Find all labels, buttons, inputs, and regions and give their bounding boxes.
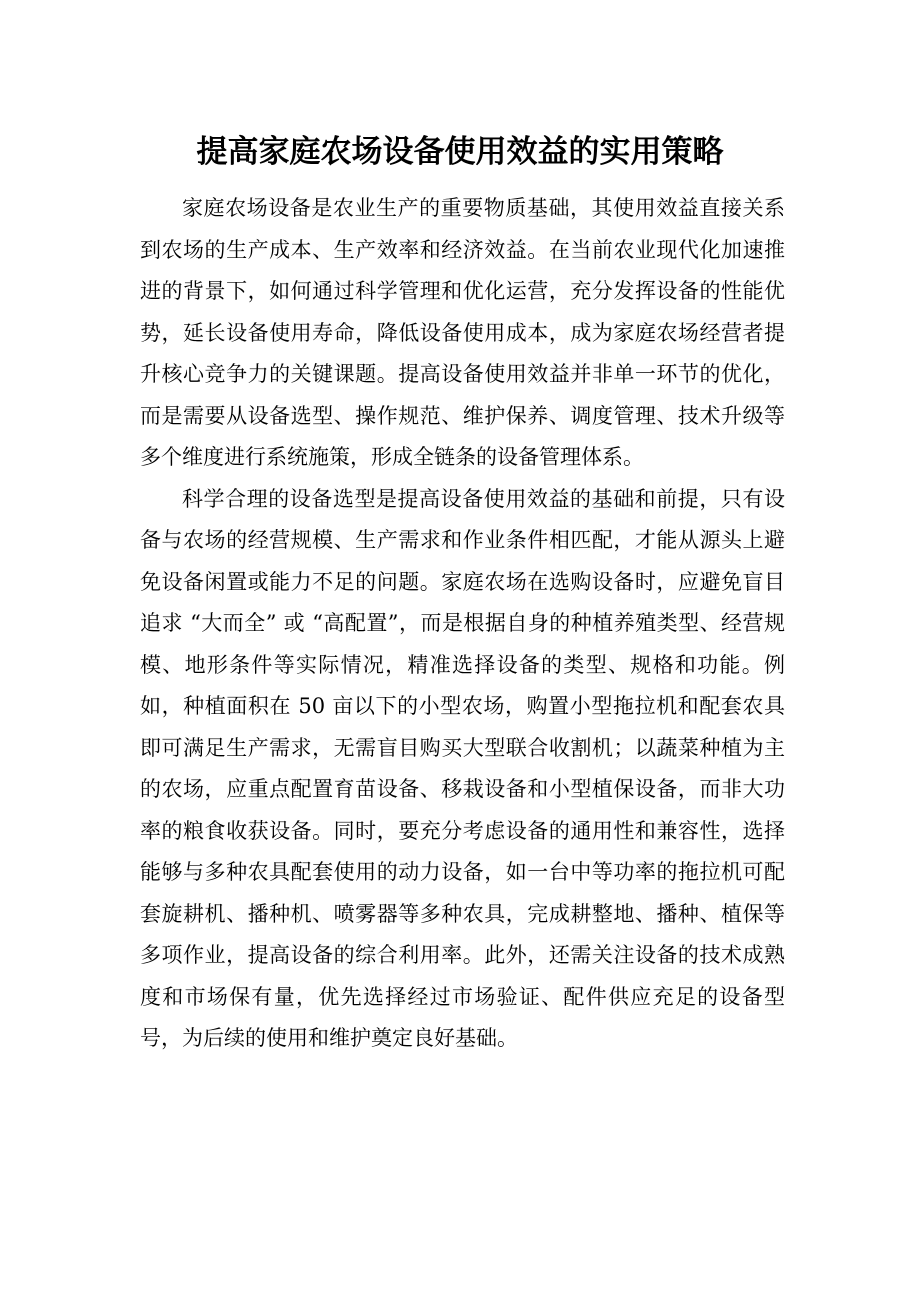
document-title: 提高家庭农场设备使用效益的实用策略 [196, 134, 724, 170]
document-body [140, 188, 785, 1060]
paragraph-intro: 家庭农场设备是农业生产的重要物质基础，其使用效益直接关系到农场的生产成本、生产效率和经济效益。在当前农业现代化加速推进的背景下，如何通过科学管理和优化运营，充分发挥设备的性能优势，延长设备使用寿命，降低设备使用成本，成为家庭农场经营者提升核心竞争力的关键课题。提高设备使用效益并非单一环节的优化，而是需要从设备选型、操作规范、维护保养、调度管理、技术升级等多个维度进行系统施策，形成全链条的设备管理体系。 [140, 196, 785, 469]
paragraph-equipment-selection: 科学合理的设备选型是提高设备使用效益的基础和前提，只有设备与农场的经营规模、生产需求和作业条件相匹配，才能从源头上避免设备闲置或能力不足的问题。家庭农场在选购设备时，应避免盲目追求 “大而全” 或 “高配置”，而是根据自身的种植养殖类型、经营规模、地形条件等实际情况，精准选择设备的类型、规格和功能。例如，种植面积在 50 亩以下的小型农场，购置小型拖拉机和配套农具即可满足生产需求，无需盲目购买大型联合收割机；以蔬菜种植为主的农场，应重点配置育苗设备、移栽设备和小型植保设备，而非大功率的粮食收获设备。同时，要充分考虑设备的通用性和兼容性，选择能够与多种农具配套使用的动力设备，如一台中等功率的拖拉机可配套旋耕机、播种机、喷雾器等多种农具，完成耕整地、播种、植保等多项作业，提高设备的综合利用率。此外，还需关注设备的技术成熟度和市场保有量，优先选择经过市场验证、配件供应充足的设备型号，为后续的使用和维护奠定良好基础。 [140, 486, 785, 1050]
